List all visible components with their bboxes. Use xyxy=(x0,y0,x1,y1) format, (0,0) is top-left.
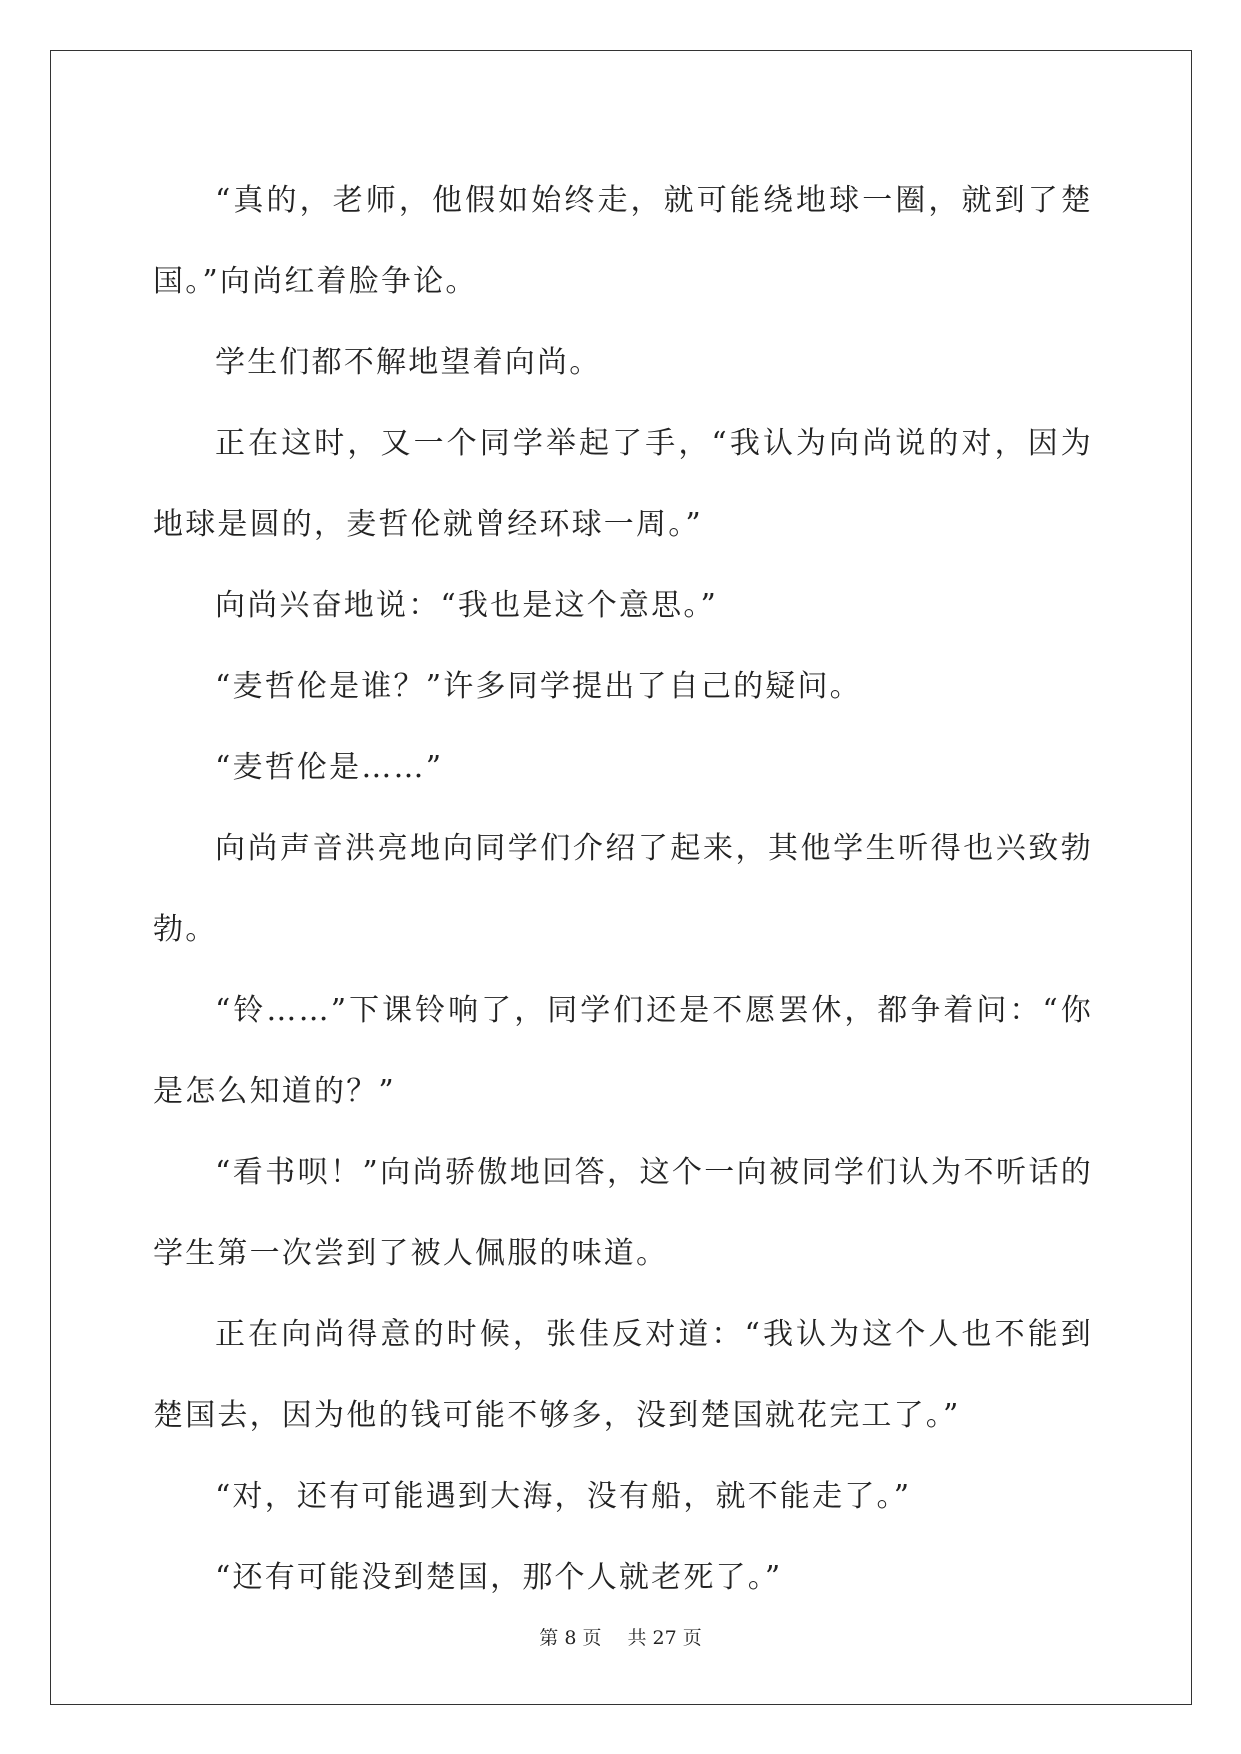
paragraph: 正在向尚得意的时候，张佳反对道：“我认为这个人也不能到楚国去，因为他的钱可能不够多，没到楚国就花完工了。” xyxy=(153,1317,1093,1433)
paragraph: “麦哲伦是谁？”许多同学提出了自己的疑问。 xyxy=(215,669,862,704)
paragraph: “对，还有可能遇到大海，没有船，就不能走了。” xyxy=(215,1479,912,1514)
page-footer xyxy=(0,1623,1241,1650)
paragraph: 正在这时，又一个同学举起了手，“我认为向尚说的对，因为地球是圆的，麦哲伦就曾经环球一周。” xyxy=(153,426,1093,542)
document-body xyxy=(153,160,1093,1618)
paragraph: “看书呗！”向尚骄傲地回答，这个一向被同学们认为不听话的学生第一次尝到了被人佩服的味道。 xyxy=(153,1155,1093,1271)
paragraph: “真的，老师，他假如始终走，就可能绕地球一圈，就到了楚国。”向尚红着脸争论。 xyxy=(153,183,1093,299)
page-total: 共 27 页 xyxy=(627,1627,702,1649)
paragraph: “铃……”下课铃响了，同学们还是不愿罢休，都争着问：“你是怎么知道的？” xyxy=(153,993,1093,1109)
page-number: 第 8 页 xyxy=(539,1627,602,1649)
paragraph: 向尚声音洪亮地向同学们介绍了起来，其他学生听得也兴致勃勃。 xyxy=(153,831,1093,947)
paragraph: 学生们都不解地望着向尚。 xyxy=(215,345,602,380)
paragraph: “麦哲伦是……” xyxy=(215,750,444,785)
paragraph: “还有可能没到楚国，那个人就老死了。” xyxy=(215,1560,783,1595)
paragraph: 向尚兴奋地说：“我也是这个意思。” xyxy=(215,588,719,623)
